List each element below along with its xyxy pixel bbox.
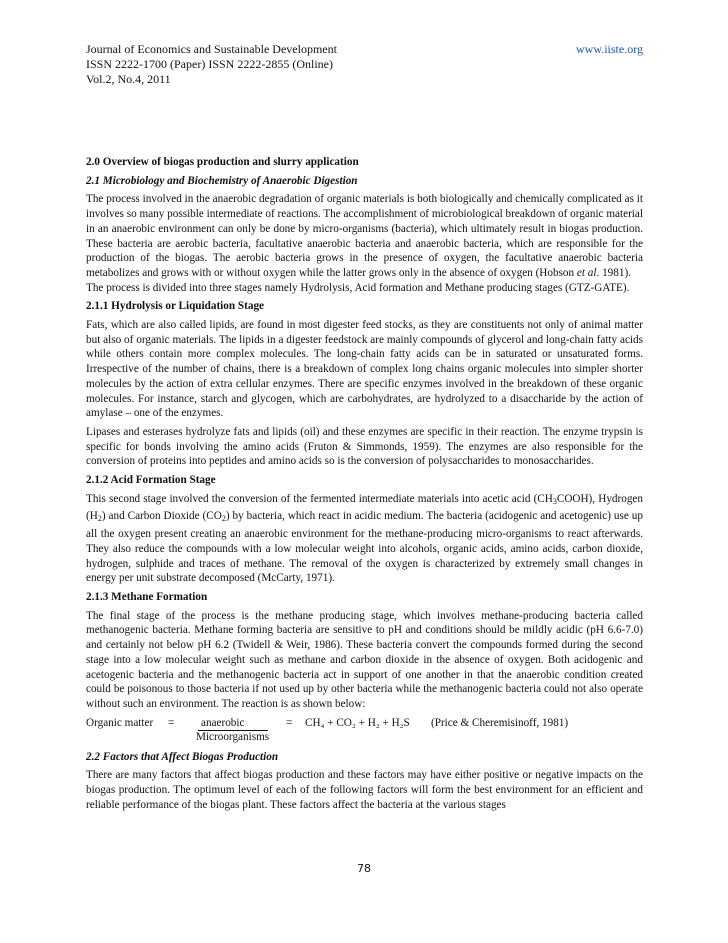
website-link[interactable]: www.iiste.org [576, 42, 643, 56]
reaction-equation [86, 716, 643, 746]
paragraph: The final stage of the process is the methane producing stage, which involves methane-producing bacteria called methanogenic bacteria. Methane forming bacteria are sensitive to pH and conditions should be mildly acidic (pH 6.6-7.0) and certainly not below pH 6.2 (Twidell & Weir, 1986). These bacteria convert the compounds formed during the second stage into a low molecular weight such as methane and carbon dioxide in the absence of oxygen. Both acidogenic and acetogenic bacteria and the methanogenic bacteria act in support of one another in that the anaerobic condition created could be poisonous to those bacteria if not used up by other bacteria while the methanogenic bacteria could not also operate without such an environment. The reaction is as shown below: [86, 609, 643, 710]
section-2-1-heading: 2.1 Microbiology and Biochemistry of Anaerobic Digestion [86, 174, 358, 187]
equation-rhs: CH₄ + CO₂ + H₂ + H₂S [305, 716, 410, 729]
page-number: 78 [357, 862, 371, 875]
section-2-0-heading: 2.0 Overview of biogas production and slurry application [86, 156, 359, 168]
section-2-2-heading: 2.2 Factors that Affect Biogas Production [86, 750, 279, 763]
volume-line: Vol.2, No.4, 2011 [86, 72, 171, 86]
section-2-1-1-heading: 2.1.1 Hydrolysis or Liquidation Stage [86, 300, 264, 313]
page-header [86, 42, 643, 87]
paragraph: The process is divided into three stages namely Hydrolysis, Acid formation and Methane producing stages (GTZ-GATE). [86, 281, 630, 294]
issn-line: ISSN 2222-1700 (Paper) ISSN 2222-2855 (Online) [86, 57, 333, 71]
journal-name: Journal of Economics and Sustainable Development [86, 42, 337, 56]
section-2-1-3-heading: 2.1.3 Methane Formation [86, 590, 208, 603]
paragraph: The process involved in the anaerobic degradation of organic materials is both biologically and chemically complicated as it involves so many possible intermediate of reactions. The accomplishment of microbiological breakdown of organic material in an anaerobic environment can only be done by micro-organisms (bacteria), which ultimately result in biogas production. These bacteria are aerobic bacteria, facultative anaerobic bacteria and anaerobic bacteria, which are responsible for the production of the biogas. The aerobic bacteria grows in the presence of oxygen, the facultative anaerobic bacteria metabolizes and grows with or without oxygen while the latter grows only in the absence of oxygen (Hobson et al. 1981). [86, 193, 643, 279]
equation-equals: = [286, 716, 293, 729]
equation-catalyst: Microorganisms [196, 730, 270, 743]
equation-equals: = [168, 716, 175, 729]
paragraph: There are many factors that affect biogas production and these factors may have either positive or negative impacts on the biogas production. The optimum level of each of the following factors will form the best environment for an efficient and reliable performance of the biogas plant. These factors affect the bacteria at the various stages [86, 769, 643, 811]
equation-reference: (Price & Cheremisinoff, 1981) [431, 716, 569, 729]
article-body [86, 155, 643, 812]
section-2-1-2-heading: 2.1.2 Acid Formation Stage [86, 474, 216, 487]
equation-lhs: Organic matter [86, 716, 154, 729]
paragraph: Fats, which are also called lipids, are found in most digester feed stocks, as they are constituents not only of animal matter but also of organic materials. The lipids in a digester feedstock are mainly compounds of glycerol and long-chain fatty acids while others contain more complex molecules. The long-chain fatty acids can be in saturated or unsaturated forms. Irrespective of the number of chains, there is a breakdown of complex long chains organic molecules into simpler shorter molecules by the action of extra cellular enzymes. There are specific enzymes involved in the breakdown of these organic molecules. For instance, starch and glycogen, which are carbohydrates, are hydrolyzed to a disaccharide by the action of amylase – one of the enzymes. [86, 319, 643, 420]
paragraph: This second stage involved the conversion of the fermented intermediate materials into acetic acid $(CH_3COOH)$, Hydrogen $(H_2)$ and Carbon Dioxide $(CO_2)$ by bacteria, which react in acidic medium. The bacteria (acidogenic and acetogenic) use up all the oxygen present creating an anaerobic environment for the methane-producing micro-organisms to react afterwards. They also reduce the compounds with a low molecular weight into alcohols, organic acids, amino acids, carbon dioxide, hydrogen, sulphide and traces of methane. The removal of the oxygen is characterized by extremely small changes in energy per unit substrate decomposed (McCarty, 1971). [86, 492, 643, 585]
equation-condition: anaerobic [201, 716, 245, 729]
paragraph: Lipases and esterases hydrolyze fats and lipids (oil) and these enzymes are specific in their reaction. The enzyme trypsin is specific for bonds involving the amino acids (Fruton & Simmonds, 1959). The enzymes are also responsible for the conversion of proteins into peptides and amino acids so is the conversion of polysaccharides to monosaccharides. [86, 425, 643, 468]
